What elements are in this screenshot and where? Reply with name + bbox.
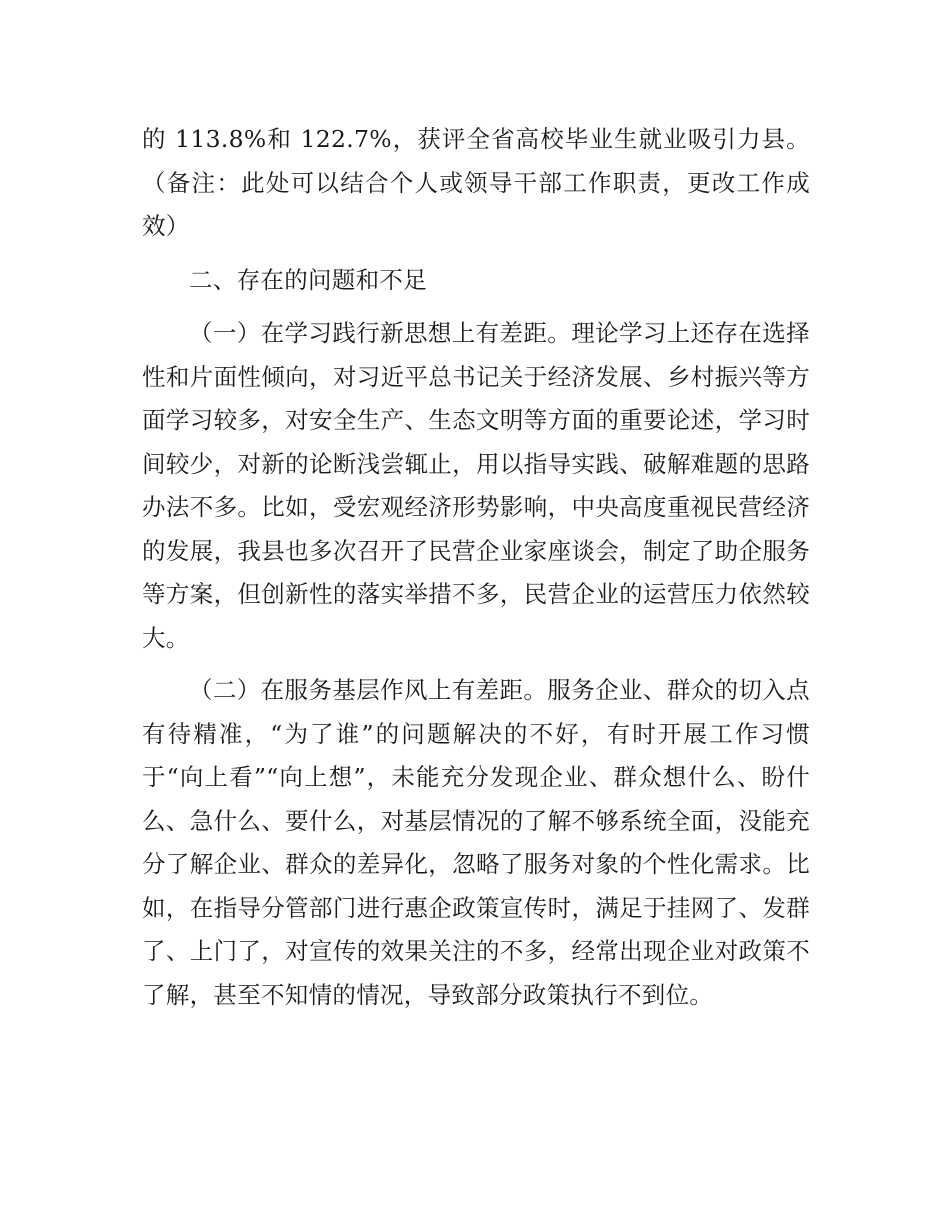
document-body xyxy=(142,118,810,1017)
paragraph-service-gap: （二）在服务基层作风上有差距。服务企业、群众的切入点有待精准，“为了谁”的问题解决的不好，有时开展工作习惯于“向上看”“向上想”，未能充分发现企业、群众想什么、盼什么、急什么、要什么，对基层情况的了解不够系统全面，没能充分了解企业、群众的差异化，忽略了服务对象的个性化需求。比如，在指导分管部门进行惠企政策宣传时，满足于挂网了、发群了、上门了，对宣传的效果关注的不多，经常出现企业对政策不了解，甚至不知情的情况，导致部分政策执行不到位。 xyxy=(142,676,810,1009)
paragraph-study-gap: （一）在学习践行新思想上有差距。理论学习上还存在选择性和片面性倾向，对习近平总书记关于经济发展、乡村振兴等方面学习较多，对安全生产、生态文明等方面的重要论述，学习时间较少，对新的论断浅尝辄止，用以指导实践、破解难题的思路办法不多。比如，受宏观经济形势影响，中央高度重视民营经济的发展，我县也多次召开了民营企业家座谈会，制定了助企服务等方案，但创新性的落实举措不多，民营企业的运营压力依然较大。 xyxy=(142,319,810,652)
paragraph-continuation: 的 113.8%和 122.7%，获评全省高校毕业生就业吸引力县。（备注：此处可以结合个人或领导干部工作职责，更改工作成效） xyxy=(142,125,810,240)
section-heading-problems: 二、存在的问题和不足 xyxy=(189,265,427,294)
